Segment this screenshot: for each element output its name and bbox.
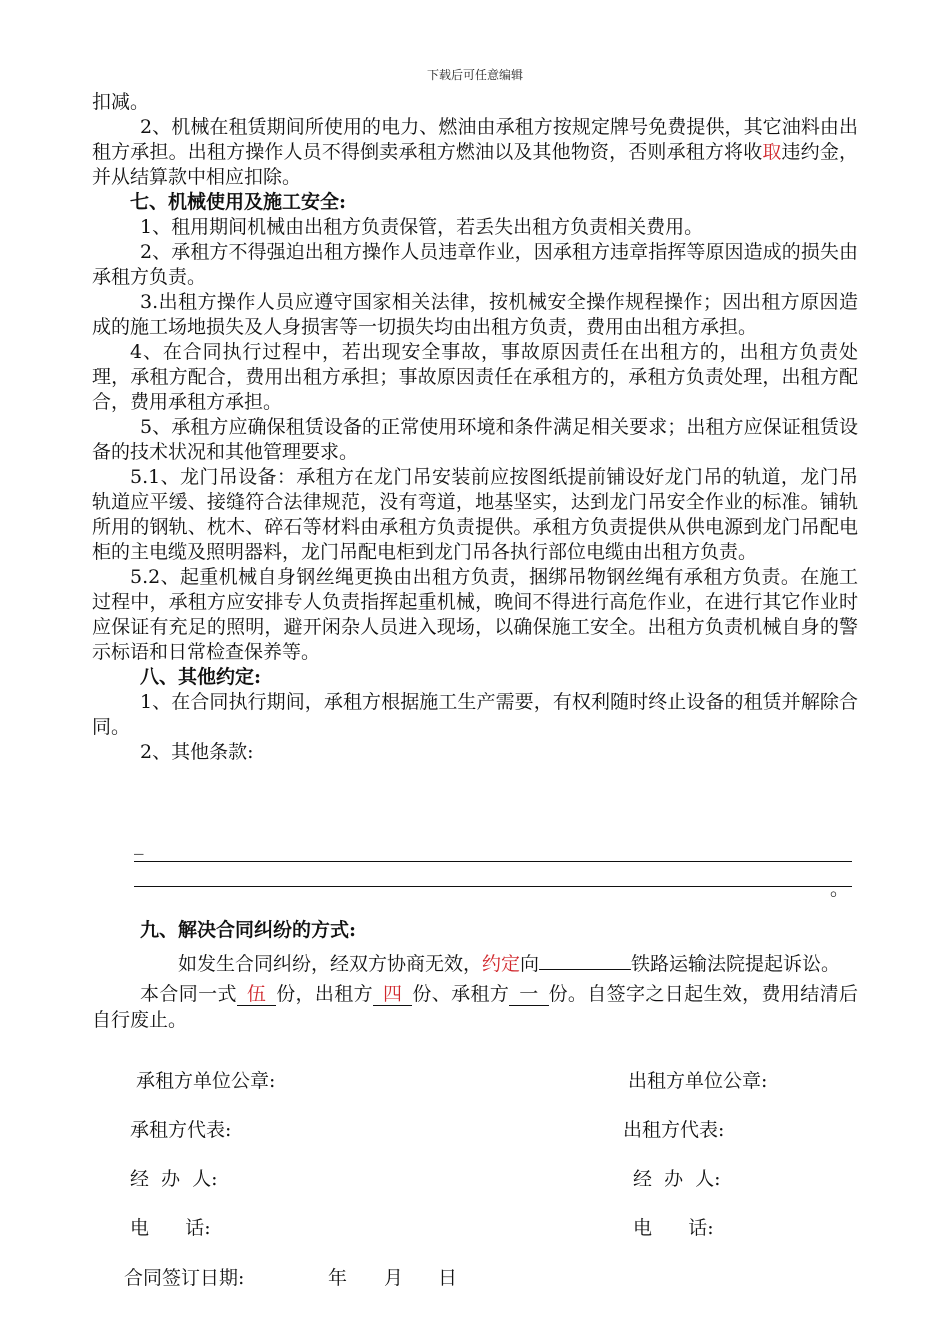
paragraph: 1、在合同执行期间，承租方根据施工生产需要，有权利随时终止设备的租赁并解除合同。: [92, 691, 858, 738]
blank-dash: _: [134, 833, 144, 855]
highlighted-text: 约定: [482, 953, 521, 975]
lessee-seal-label: 承租方单位公章:: [136, 1070, 276, 1092]
paragraph: 1、租用期间机械由出租方负责保管，若丢失出租方负责相关费用。: [140, 216, 704, 238]
lessee-rep-label: 承租方代表:: [130, 1119, 232, 1141]
phone-label-right: 电 话:: [633, 1217, 714, 1239]
paragraph-text: 铁路运输法院提起诉讼。: [631, 953, 841, 975]
lessor-seal-label: 出租方单位公章:: [628, 1070, 768, 1092]
paragraph: 5.2、起重机械自身钢丝绳更换由出租方负责，捆绑吊物钢丝绳有承租方负责。在施工过程中，承租方应安排专人负责指挥起重机械，晚间不得进行高危作业，在进行其它作业时应保证有充足的照明，避开闲杂人员进入现场，以确保施工安全。出租方负责机械自身的警示标语和日常检查保养等。: [92, 566, 858, 663]
lessor-rep-label: 出租方代表:: [623, 1119, 725, 1141]
paragraph: 3.出租方操作人员应遵守国家相关法律，按机械安全操作规程操作；因出租方原因造成的施工场地损失及人身损害等一切损失均由出租方负责，费用由出租方承担。: [92, 291, 858, 338]
contract-body: [92, 90, 858, 765]
court-blank: [539, 951, 631, 970]
date-month: 月: [384, 1267, 404, 1289]
handler-label-right: 经 办 人:: [633, 1168, 721, 1190]
paragraph-text: 份，出租方: [276, 983, 373, 1005]
paragraph: [92, 981, 858, 1033]
paragraph: [92, 115, 858, 190]
paragraph: 5、承租方应确保租赁设备的正常使用环境和条件满足相关要求；出租方应保证租赁设备的技术状况和其他管理要求。: [92, 416, 858, 463]
sign-date-label: 合同签订日期:: [124, 1267, 245, 1289]
paragraph-text: 本合同一式: [140, 983, 237, 1005]
section-heading: 九、解决合同纠纷的方式:: [140, 919, 357, 941]
date-year: 年: [328, 1267, 348, 1289]
page-header-note: 下载后可任意编辑: [426, 68, 523, 82]
paragraph: 扣减。: [92, 91, 150, 113]
blank-fill-line: [134, 861, 852, 862]
paragraph-text: 如发生合同纠纷，经双方协商无效，: [178, 953, 483, 975]
highlighted-text: 取: [762, 141, 782, 163]
paragraph-text: 份、承租方: [412, 983, 510, 1005]
copies-total: 伍: [237, 983, 276, 1006]
paragraph: 4、在合同执行过程中，若出现安全事故，事故原因责任在出租方的，出租方负责处理，承租方配合，费用出租方承担；事故原因责任在承租方的，承租方负责处理，出租方配合，费用承租方承担。: [92, 341, 858, 413]
phone-label-left: 电 话:: [130, 1217, 211, 1239]
paragraph: 5.1、龙门吊设备：承租方在龙门吊安装前应按图纸提前铺设好龙门吊的轨道，龙门吊轨道应平缓、接缝符合法律规范，没有弯道，地基坚实，达到龙门吊安全作业的标准。铺轨所用的钢轨、枕木、碎石等材料由承租方负责提供。承租方负责提供从供电源到龙门吊配电柜的主电缆及照明器料，龙门吊配电柜到龙门吊各执行部位电缆由出租方负责。: [92, 466, 858, 563]
blank-fill-line: [134, 886, 852, 887]
copies-lessee: 一: [509, 983, 548, 1006]
copies-lessor: 四: [373, 983, 412, 1006]
paragraph-text: 向: [520, 953, 540, 975]
paragraph: [92, 951, 858, 977]
paragraph: 2、其他条款:: [140, 741, 254, 763]
dispute-section: [92, 917, 858, 1033]
section-heading: 七、机械使用及施工安全:: [130, 191, 347, 213]
paragraph-text: 2、机械在租赁期间所使用的电力、燃油由承租方按规定牌号免费提供，其它油料由出租方承担。出租方操作人员不得倒卖承租方燃油以及其他物资，否则承租方将收: [92, 116, 858, 163]
period-mark: 。: [830, 878, 850, 900]
handler-label-left: 经 办 人:: [130, 1168, 218, 1190]
section-heading: 八、其他约定:: [140, 666, 262, 688]
paragraph-text: 违约金，并从结算款中相应扣除。: [92, 141, 858, 188]
paragraph-text: 份。自签字之日起生效，费用结清后自行废止。: [92, 983, 858, 1031]
date-day: 日: [438, 1267, 458, 1289]
paragraph: 2、承租方不得强迫出租方操作人员违章作业，因承租方违章指挥等原因造成的损失由承租方负责。: [92, 241, 858, 288]
